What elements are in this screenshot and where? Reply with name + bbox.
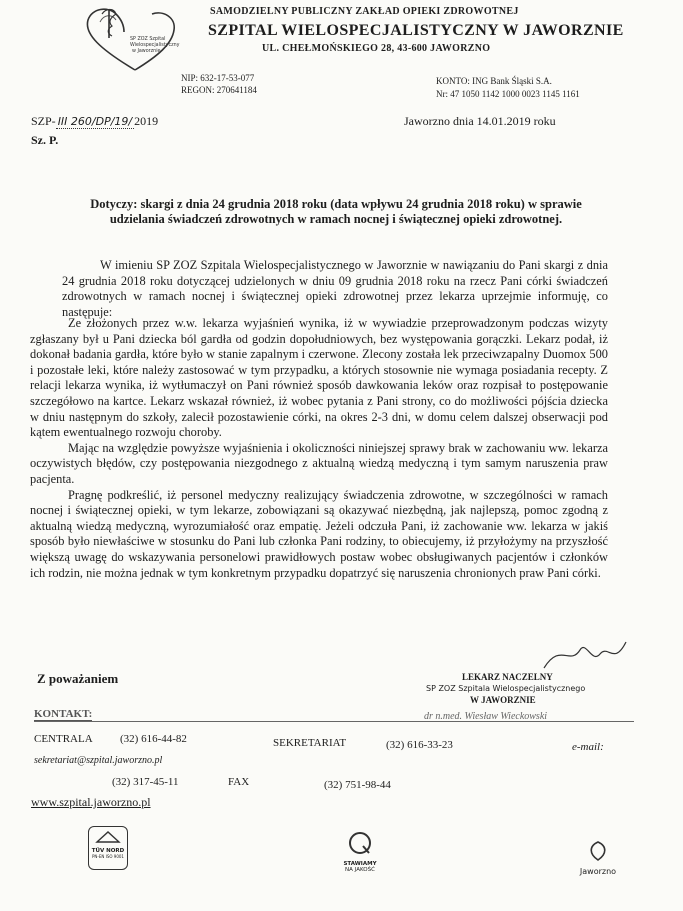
paragraph-3: Mając na względzie powyższe wyjaśnienia i okoliczności niniejszej sprawy brak w zachowaniu ww. lekarza oczywistych błędów, czy postępowania niezgodnego z aktualną wiedzą medyczną i tym samym naruszenia praw pacjenta. [30, 440, 608, 486]
centrala-phone: (32) 616-44-82 [120, 733, 187, 745]
tuv-text-1: TÜV NORD [91, 848, 125, 854]
account-number: Nr: 47 1050 1142 1000 0023 1145 1161 [436, 89, 580, 99]
phone-2: (32) 317-45-11 [112, 776, 179, 788]
stamp-title: LEKARZ NACZELNY [462, 672, 553, 682]
logo-text-1: SP ZOZ Szpital [130, 37, 166, 42]
hospital-address: UL. CHEŁMOŃSKIEGO 28, 43-600 JAWORZNO [262, 43, 491, 54]
stawiamy-text-2: NA JAKOŚĆ [345, 867, 375, 873]
reference-number [31, 114, 158, 129]
tuv-triangle-icon [95, 831, 121, 843]
letter-date: Jaworzno dnia 14.01.2019 roku [404, 114, 556, 128]
paragraph-intro [62, 258, 608, 320]
paragraph-4: Pragnę podkreślić, iż personel medyczny realizujący świadczenia zdrowotne, w szczególności w ramach nocnej i świątecznej opieki, w tym lekarze, zobowiązani są okazywać niezbędną, jak najlepszą, pomoc zgodną z aktualną wiedzą medyczną, wyrozumiałość oraz empatię. Jeżeli odczuła Pani, iż zachowanie ww. lekarza w jakiś sposób było niewłaściwe w stosunku do Pani lub członka Pani rodziny, to obiecujemy, iż przyłożymy na przyszłość większą uwagę do wskazywania personelowi prawidłowych postaw wobec obsługiwanych pacjentów i członków ich rodzin, nie można jednak w tym konkretnym przypadku dopatrzyć się naruszenia chronionych praw Pani córki. [30, 487, 608, 580]
logo-text-3: w Jaworznie [132, 49, 161, 54]
tuv-logo [88, 826, 128, 870]
stawiamy-logo [330, 830, 390, 873]
jaworzno-text: Jaworzno [579, 867, 617, 876]
signature-scribble-icon [540, 636, 630, 676]
hospital-name: SZPITAL WIELOSPECJALISTYCZNY W JAWORZNIE [208, 22, 624, 39]
contact-heading: KONTAKT: [34, 708, 93, 720]
letter-body [30, 316, 608, 581]
contact-divider [34, 721, 634, 722]
subject: Dotyczy: skargi z dnia 24 grudnia 2018 roku (data wpływu 24 grudnia 2018 roku) w sprawie udzielania świadczeń zdrowotnych w ramach nocnej i świątecznej opieki zdrowotnej. [90, 197, 582, 226]
stamp-city: W JAWORZNIE [470, 695, 536, 705]
sekretariat-label: SEKRETARIAT [273, 737, 347, 749]
nip: NIP: 632-17-53-077 [181, 73, 255, 83]
ref-handwritten: III 260/DP/19/ [57, 115, 133, 128]
website-link[interactable]: www.szpital.jaworzno.pl [31, 795, 151, 809]
centrala-label: CENTRALA [34, 733, 93, 745]
quality-q-icon [347, 830, 373, 856]
konto: KONTO: ING Bank Śląski S.A. [436, 76, 552, 86]
salutation: Sz. P. [31, 133, 59, 147]
stamp-org: SP ZOZ Szpitala Wielospecjalistycznego [426, 684, 586, 693]
sekretariat-phone: (32) 616-33-23 [386, 739, 453, 751]
ref-prefix: SZP- [31, 114, 56, 128]
logo-text-2: Wielospecjalistyczny [130, 43, 180, 48]
regon: REGON: 270641184 [181, 85, 257, 95]
fax-phone: (32) 751-98-44 [324, 779, 391, 791]
paragraph-1: W imieniu SP ZOZ Szpitala Wielospecjalistycznego w Jaworznie w nawiązaniu do Pani skargi z dnia 24 grudnia 2018 roku dotyczącej udzielonych w dniu 09 grudnia 2018 roku na rzecz Pani córki świadczeń zdrowotnych w ramach nocnej i świątecznej opieki zdrowotnej przez lekarza uprzejmie informuję, co następuje: [62, 258, 608, 319]
fax-label: FAX [228, 776, 250, 788]
jaworzno-logo [568, 840, 628, 876]
paragraph-2: Ze złożonych przez w.w. lekarza wyjaśnień wynika, iż w wywiadzie przeprowadzonym podczas wizyty zgłaszany był u Pani dziecka ból gardła od godzin dopołudniowych, bez występowania gorączki. Lekarz podał, iż dokonał badania gardła, które było w stanie zapalnym i czerwone. Zlecony została lek przeciwzapalny Duomox 500 i pozostałe leki, które należy zastosować w tym przypadku, a których stosownie nie wymaga posiadania recepty. Z relacji lekarza wynika, iż wytłumaczył on Pani również sposób dawkowania leków oraz rozpisał to postępowanie szczegółowo na kartce. Lekarz wskazał również, iż wobec pytania z Pani strony, co do możliwości pójścia dziecka w dniu następnym do szkoły, zalecił pozostawienie córki, na okres 2-3 dni, w domu celem dalszej obserwacji pod kątem ewentualnego rozwoju choroby. [30, 316, 608, 440]
email-label: e-mail: [572, 741, 604, 753]
stawiamy-text-1: STAWIAMY [343, 861, 377, 867]
tuv-text-2: PN-EN ISO 9001 [92, 854, 124, 859]
email-address[interactable]: sekretariat@szpital.jaworzno.pl [34, 755, 163, 766]
hospital-heart-logo [80, 4, 190, 74]
jaworzno-leaf-icon [585, 840, 611, 862]
signature-name: dr n.med. Wiesław Wieckowski [424, 711, 548, 722]
ref-year: 2019 [134, 114, 159, 128]
org-top-line: SAMODZIELNY PUBLICZNY ZAKŁAD OPIEKI ZDROWOTNEJ [210, 6, 519, 17]
closing: Z poważaniem [37, 671, 119, 686]
